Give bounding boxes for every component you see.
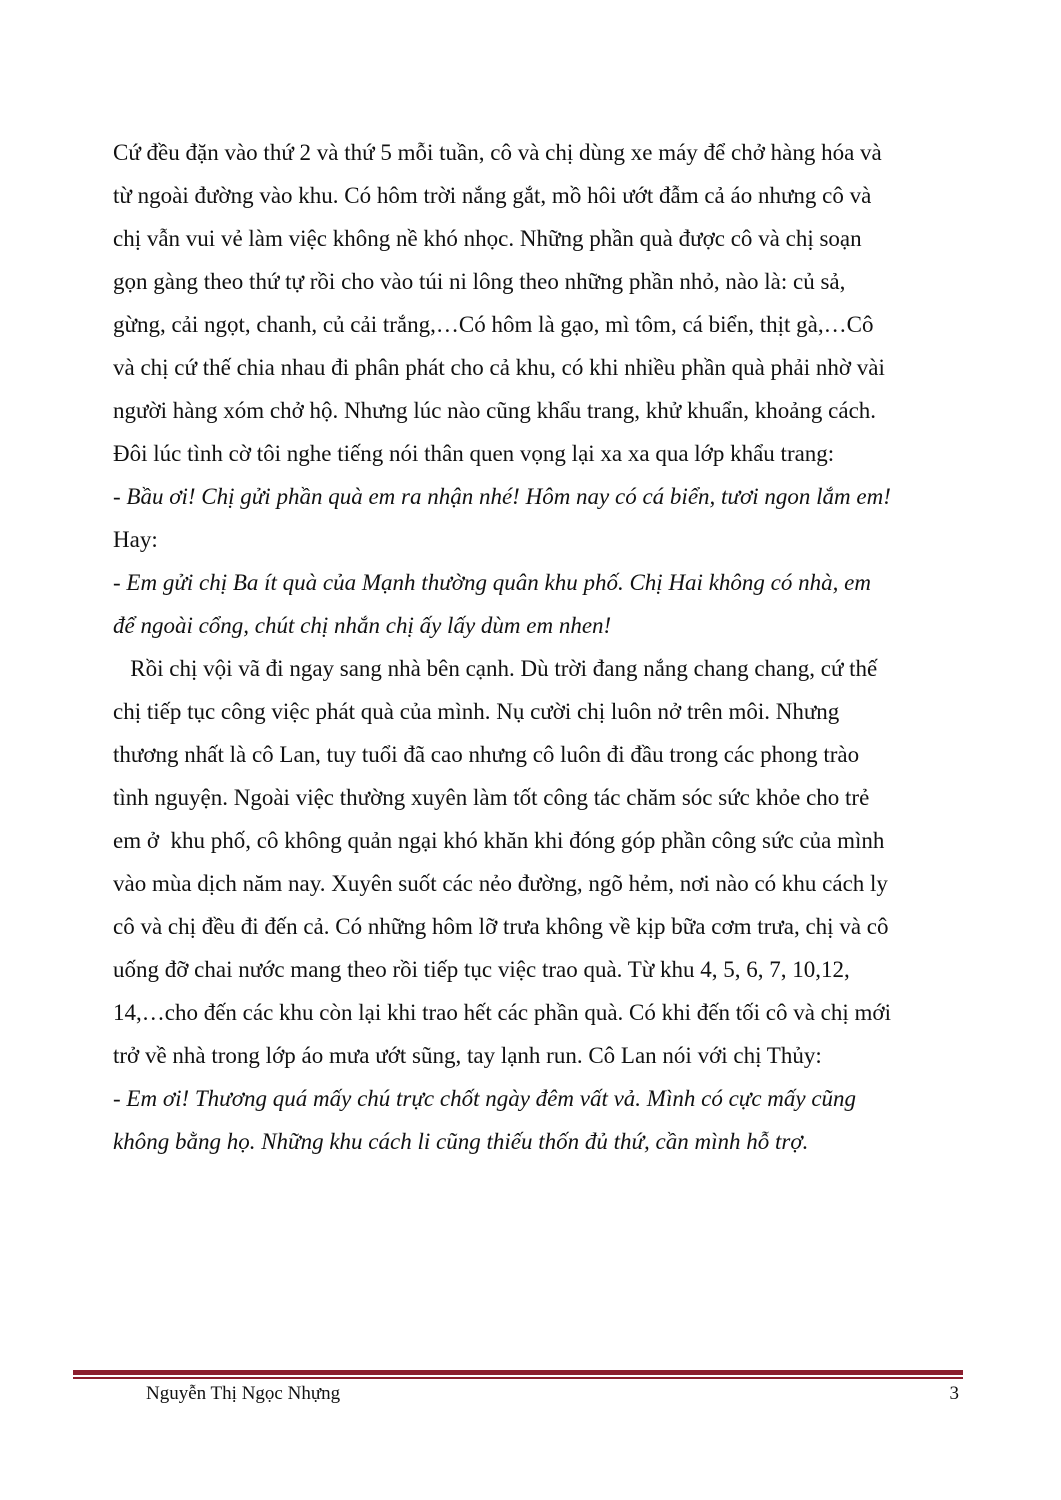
text-line: gọn gàng theo thứ tự rồi cho vào túi ni lông theo những phần nhỏ, nào là: củ sả, <box>113 269 846 294</box>
dialogue-line: - Bầu ơi! Chị gửi phần quà em ra nhận nhé! Hôm nay có cá biển, tươi ngon lắm em! <box>113 484 891 509</box>
text-line: Hay: <box>113 527 158 552</box>
text-line: Rồi chị vội vã đi ngay sang nhà bên cạnh. Dù trời đang nắng chang chang, cứ thế <box>113 656 878 681</box>
footer-author: Nguyễn Thị Ngọc Nhựng <box>146 1383 341 1404</box>
text-line: chị vẫn vui vẻ làm việc không nề khó nhọc. Những phần quà được cô và chị soạn <box>113 226 862 251</box>
text-line: uống đỡ chai nước mang theo rồi tiếp tục việc trao quà. Từ khu 4, 5, 6, 7, 10,12, <box>113 957 850 982</box>
text-line: tình nguyện. Ngoài việc thường xuyên làm tốt công tác chăm sóc sức khỏe cho trẻ <box>113 785 870 810</box>
text-line: từ ngoài đường vào khu. Có hôm trời nắng gắt, mồ hôi ướt đẫm cả áo nhưng cô và <box>113 183 872 208</box>
document-body <box>113 131 963 1163</box>
text-line: vào mùa dịch năm nay. Xuyên suốt các nẻo đường, ngõ hẻm, nơi nào có khu cách ly <box>113 871 888 896</box>
text-line: Đôi lúc tình cờ tôi nghe tiếng nói thân quen vọng lại xa xa qua lớp khẩu trang: <box>113 441 835 466</box>
text-line: và chị cứ thế chia nhau đi phân phát cho cả khu, có khi nhiều phần quà phải nhờ vài <box>113 355 885 380</box>
text-line: em ở khu phố, cô không quản ngại khó khăn khi đóng góp phần công sức của mình <box>113 828 885 853</box>
dialogue-line: - Em gửi chị Ba ít quà của Mạnh thường quân khu phố. Chị Hai không có nhà, em <box>113 570 871 595</box>
text-line: 14,…cho đến các khu còn lại khi trao hết các phần quà. Có khi đến tối cô và chị mới <box>113 1000 891 1025</box>
dialogue-line: để ngoài cổng, chút chị nhắn chị ấy lấy dùm em nhen! <box>113 613 612 638</box>
text-line: chị tiếp tục công việc phát quà của mình. Nụ cười chị luôn nở trên môi. Nhưng <box>113 699 840 724</box>
text-line: trở về nhà trong lớp áo mưa ướt sũng, tay lạnh run. Cô Lan nói với chị Thủy: <box>113 1043 822 1068</box>
text-line: người hàng xóm chở hộ. Nhưng lúc nào cũng khẩu trang, khử khuẩn, khoảng cách. <box>113 398 877 423</box>
page-number: 3 <box>949 1383 959 1404</box>
text-line: Cứ đều đặn vào thứ 2 và thứ 5 mỗi tuần, cô và chị dùng xe máy để chở hàng hóa và <box>113 140 882 165</box>
text-line: cô và chị đều đi đến cả. Có những hôm lỡ trưa không về kịp bữa cơm trưa, chị và cô <box>113 914 889 939</box>
dialogue-line: - Em ơi! Thương quá mấy chú trực chốt ngày đêm vất vả. Mình có cực mấy cũng <box>113 1086 857 1111</box>
footer-rule-thin <box>73 1377 963 1379</box>
footer-rule-thick <box>73 1370 963 1375</box>
text-line: thương nhất là cô Lan, tuy tuổi đã cao nhưng cô luôn đi đầu trong các phong trào <box>113 742 860 767</box>
dialogue-line: không bằng họ. Những khu cách li cũng thiếu thốn đủ thứ, cần mình hỗ trợ. <box>113 1129 809 1154</box>
text-line: gừng, cải ngọt, chanh, củ cải trắng,…Có hôm là gạo, mì tôm, cá biển, thịt gà,…Cô <box>113 312 874 337</box>
